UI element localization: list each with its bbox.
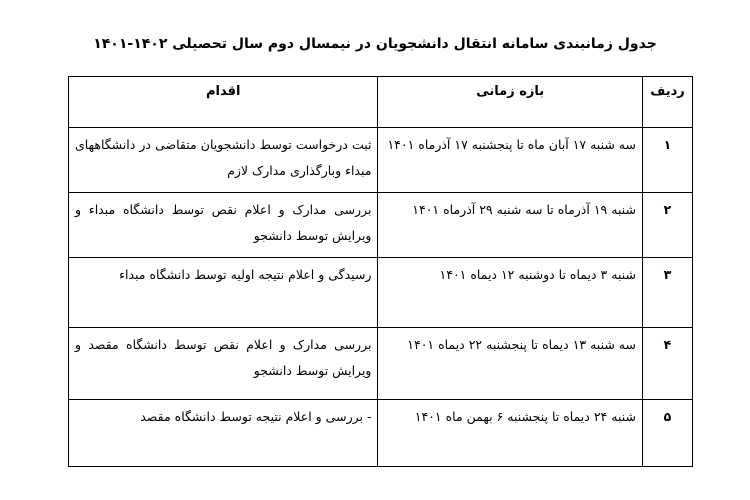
row-period: شنبه ۳ دیماه تا دوشنبه ۱۲ دیماه ۱۴۰۱ bbox=[378, 258, 643, 328]
table-row bbox=[69, 193, 693, 258]
row-action: - بررسی و اعلام نتیجه توسط دانشگاه مقصد bbox=[69, 400, 378, 467]
row-number: ۵ bbox=[642, 400, 692, 467]
table-row bbox=[69, 400, 693, 467]
row-period: شنبه ۱۹ آذرماه تا سه شنبه ۲۹ آذرماه ۱۴۰۱ bbox=[378, 193, 643, 258]
row-period: شنبه ۲۴ دیماه تا پنجشنبه ۶ بهمن ماه ۱۴۰۱ bbox=[378, 400, 643, 467]
table-row bbox=[69, 328, 693, 400]
header-action: اقدام bbox=[69, 77, 378, 128]
table-header-row bbox=[69, 77, 693, 128]
table-row bbox=[69, 128, 693, 193]
row-number: ۴ bbox=[642, 328, 692, 400]
header-row-number: ردیف bbox=[642, 77, 692, 128]
row-number: ۱ bbox=[642, 128, 692, 193]
row-period: سه شنبه ۱۷ آبان ماه تا پنجشنبه ۱۷ آذرماه ۱۴۰۱ bbox=[378, 128, 643, 193]
row-action: بررسی مدارک و اعلام نقص توسط دانشگاه مقصد و ویرایش توسط دانشجو bbox=[69, 328, 378, 400]
row-number: ۳ bbox=[642, 258, 692, 328]
row-number: ۲ bbox=[642, 193, 692, 258]
row-period: سه شنبه ۱۳ دیماه تا پنجشنبه ۲۲ دیماه ۱۴۰۱ bbox=[378, 328, 643, 400]
header-period: بازه زمانی bbox=[378, 77, 643, 128]
document-title: جدول زمانبندی سامانه انتقال دانشجویان در نیمسال دوم سال تحصیلی ۱۴۰۲-۱۴۰۱ bbox=[93, 36, 657, 52]
row-action: بررسی مدارک و اعلام نقص توسط دانشگاه مبداء و ویرایش توسط دانشجو bbox=[69, 193, 378, 258]
table-row bbox=[69, 258, 693, 328]
schedule-table bbox=[68, 76, 693, 467]
row-action: ثبت درخواست توسط دانشجویان متقاضی در دانشگاههای مبداء وبارگذاری مدارک لازم bbox=[69, 128, 378, 193]
row-action: رسیدگی و اعلام نتیجه اولیه توسط دانشگاه مبداء bbox=[69, 258, 378, 328]
